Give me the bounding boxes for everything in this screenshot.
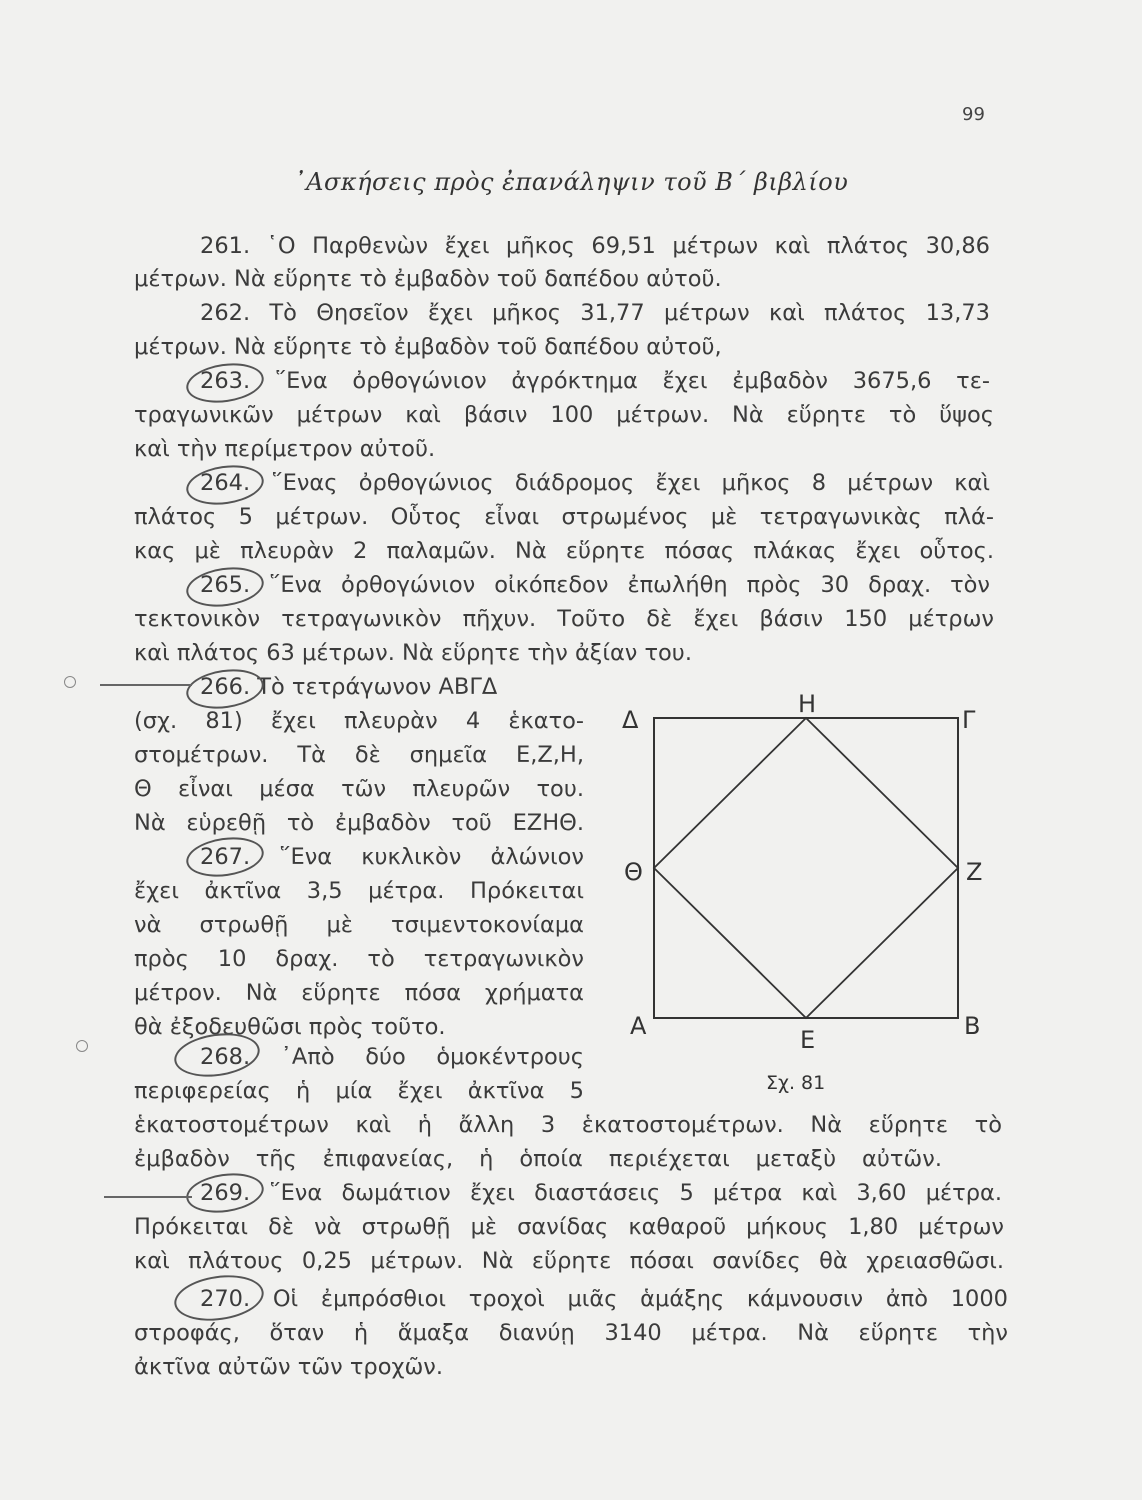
exercise-267-line: πρὸς 10 δραχ. τὸ τετραγωνικὸν [134,946,584,972]
exercise-264-line: πλάτος 5 μέτρων. Οὗτος εἶναι στρωμένος μὲ τετραγωνικὰς πλά- [134,504,994,530]
page-title: ᾿Ασκήσεις πρὸς ἐπανάληψιν τοῦ Β΄ βιβλίου [293,168,849,196]
exercise-262-line: μέτρων. Νὰ εὕρητε τὸ ἐμβαδὸν τοῦ δαπέδου αὐτοῦ, [134,334,722,360]
vertex-label-delta: Δ [622,706,639,734]
inner-square [654,718,958,1018]
exercise-269-line: 269. ῞Ενα δωμάτιον ἔχει διαστάσεις 5 μέτρα καὶ 3,60 μέτρα. [200,1180,1002,1206]
exercise-269-line: Πρόκειται δὲ νὰ στρωθῇ μὲ σανίδας καθαροῦ μήκους 1,80 μέτρων [134,1214,1004,1240]
vertex-label-beta: Β [964,1012,981,1040]
pen-dash [104,1196,192,1198]
exercise-268-line: περιφερείας ἡ μία ἔχει ἀκτῖνα 5 [134,1078,584,1104]
pen-dot [64,676,76,688]
vertex-label-epsilon: Ε [800,1026,816,1054]
exercise-265-line: τεκτονικὸν τετραγωνικὸν πῆχυν. Τοῦτο δὲ ἔχει βάσιν 150 μέτρων [134,606,994,632]
exercise-264-line: 264. ῞Ενας ὀρθογώνιος διάδρομος ἔχει μῆκος 8 μέτρων καὶ [200,470,990,496]
exercise-268-line: ἑκατοστομέτρων καὶ ἡ ἄλλη 3 ἑκατοστομέτρων. Νὰ εὕρητε τὸ [134,1112,1002,1138]
exercise-263-line: τραγωνικῶν μέτρων καὶ βάσιν 100 μέτρων. Νὰ εὕρητε τὸ ὕψος [134,402,994,428]
exercise-264-line: κας μὲ πλευρὰν 2 παλαμῶν. Νὰ εὕρητε πόσας πλάκας ἔχει οὗτος. [134,538,994,564]
exercise-263-line: 263. ῞Ενα ὀρθογώνιον ἀγρόκτημα ἔχει ἐμβαδὸν 3675,6 τε- [200,368,990,394]
exercise-267-line: 267. ῞Ενα κυκλικὸν ἀλώνιον [200,844,584,870]
exercise-267-line: μέτρον. Νὰ εὕρητε πόσα χρήματα [134,980,584,1006]
exercise-265-line: καὶ πλάτος 63 μέτρων. Νὰ εὕρητε τὴν ἀξίαν του. [134,640,692,666]
pen-dash [100,684,192,686]
exercise-266-line: Νὰ εὑρεθῇ τὸ ἐμβαδὸν τοῦ ΕΖΗΘ. [134,810,584,836]
exercise-265-line: 265. ῞Ενα ὀρθογώνιον οἰκόπεδον ἐπωλήθη πρὸς 30 δραχ. τὸν [200,572,990,598]
exercise-261-line: μέτρων. Νὰ εὕρητε τὸ ἐμβαδὸν τοῦ δαπέδου αὐτοῦ. [134,266,722,292]
vertex-label-zeta: Ζ [966,858,983,886]
figure-caption: Σχ. 81 [766,1072,826,1094]
exercise-266-line: στομέτρων. Τὰ δὲ σημεῖα Ε,Ζ,Η, [134,742,584,768]
exercise-269-line: καὶ πλάτους 0,25 μέτρων. Νὰ εὕρητε πόσαι σανίδες θὰ χρειασθῶσι. [134,1248,1004,1274]
page-number: 99 [962,104,985,125]
exercise-266-line: Θ εἶναι μέσα τῶν πλευρῶν του. [134,776,584,802]
vertex-label-theta: Θ [624,858,643,886]
exercise-267-line: νὰ στρωθῇ μὲ τσιμεντοκονίαμα [134,912,584,938]
exercise-270-line: στροφάς, ὅταν ἡ ἅμαξα διανύῃ 3140 μέτρα. Νὰ εὕρητε τὴν [134,1320,1008,1346]
outer-square [654,718,958,1018]
exercise-267-line: ἔχει ἀκτῖνα 3,5 μέτρα. Πρόκειται [134,878,584,904]
vertex-label-alpha: Α [630,1012,647,1040]
exercise-268-line: ἐμβαδὸν τῆς ἐπιφανείας, ἡ ὁποία περιέχεται μεταξὺ αὐτῶν. [134,1146,942,1172]
pen-dot [76,1040,88,1052]
exercise-267-line: θὰ ἐξοδευθῶσι πρὸς τοῦτο. [134,1014,446,1040]
exercise-262-line: 262. Τὸ Θησεῖον ἔχει μῆκος 31,77 μέτρων καὶ πλάτος 13,73 [200,300,990,326]
vertex-label-eta: Η [798,690,817,718]
exercise-261-line: 261. ῾Ο Παρθενὼν ἔχει μῆκος 69,51 μέτρων καὶ πλάτος 30,86 [200,233,990,259]
exercise-268-line: 268. ᾿Απὸ δύο ὁμοκέντρους [200,1044,584,1070]
exercise-266-line: (σχ. 81) ἔχει πλευρὰν 4 ἑκατο- [134,708,584,734]
exercise-266-line: 266. Τὸ τετράγωνον ΑΒΓΔ [200,674,498,700]
exercise-270-line: ἀκτῖνα αὐτῶν τῶν τροχῶν. [134,1354,444,1380]
exercise-263-line: καὶ τὴν περίμετρον αὐτοῦ. [134,436,436,462]
vertex-label-gamma: Γ [962,706,976,734]
exercise-270-line: 270. Οἱ ἐμπρόσθιοι τροχοὶ μιᾶς ἁμάξης κάμνουσιν ἀπὸ 1000 [200,1286,1008,1312]
